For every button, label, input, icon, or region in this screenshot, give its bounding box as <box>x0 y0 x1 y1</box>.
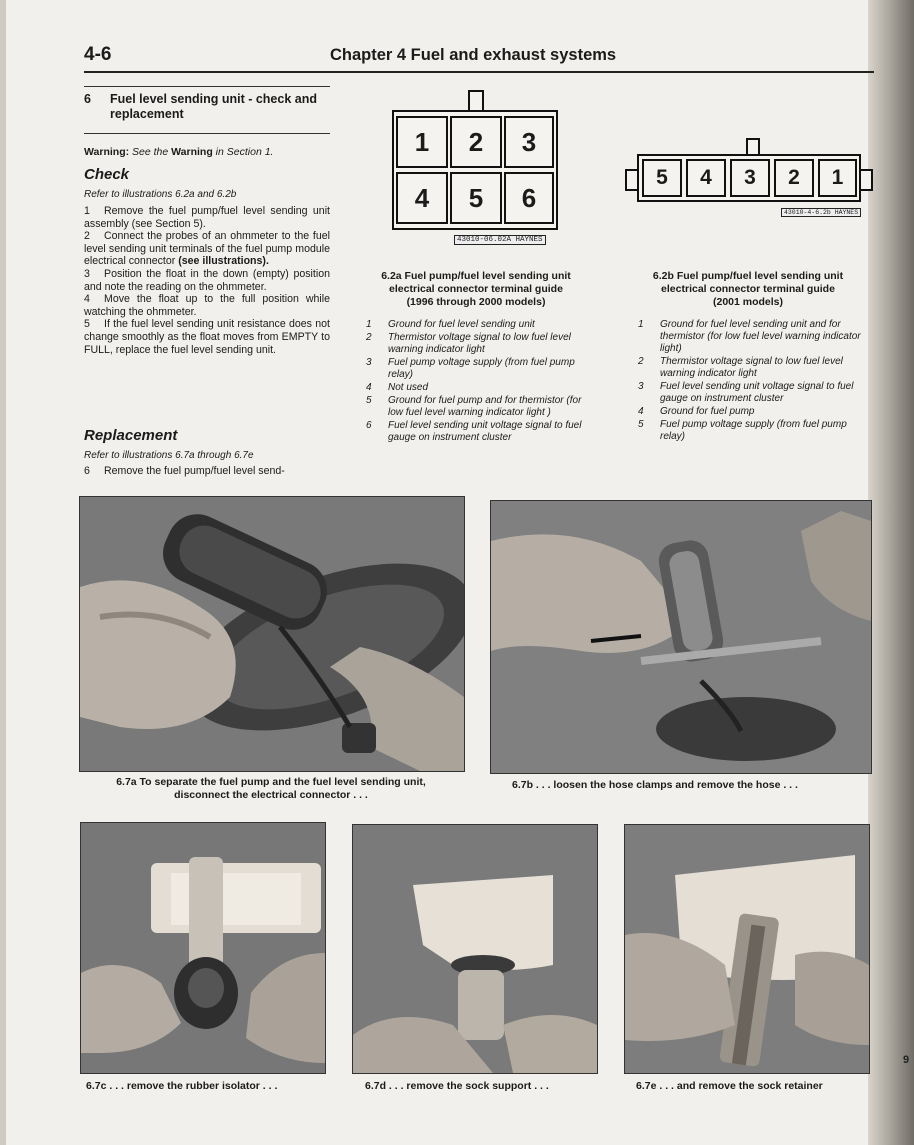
section-title-text: Fuel level sending unit - check and replacement <box>110 92 317 121</box>
step: 5 If the fuel level sending unit resistance does not change smoothly as the float moves from EMPTY to FULL, replace the fuel level sending unit. <box>84 318 330 356</box>
step: 6 Remove the fuel pump/fuel level send- <box>84 465 285 477</box>
connector-diagram-6-2a <box>392 90 560 250</box>
legend-item: 5 Fuel pump voltage supply (from fuel pump relay) <box>638 419 847 442</box>
legend-item: 2 Thermistor voltage signal to low fuel level warning indicator light <box>366 332 571 355</box>
pin-3: 3 <box>730 159 770 197</box>
legend-6-2a <box>362 319 598 445</box>
margin-mark: 9 <box>903 1054 910 1066</box>
connector-side-latch-right <box>859 169 873 191</box>
warning-label: Warning: <box>84 146 130 158</box>
caption-6-7c: 6.7c . . . remove the rubber isolator . . . <box>86 1080 278 1092</box>
warning-note <box>84 146 273 158</box>
caption-6-7d: 6.7d . . . remove the sock support . . . <box>365 1080 549 1092</box>
section-rule-bottom <box>84 133 330 134</box>
figure-tag-6-2a: 43010-06.02A HAYNES <box>454 235 546 245</box>
photo-6-7c <box>80 822 326 1074</box>
step: 3 Position the float in the down (empty) position and note the reading on the ohmmeter. <box>84 267 330 293</box>
replacement-heading: Replacement <box>84 427 178 444</box>
section-rule-top <box>84 86 330 87</box>
check-heading: Check <box>84 166 130 183</box>
page-number: 4-6 <box>84 44 112 65</box>
pin-4: 4 <box>686 159 726 197</box>
caption-6-2a: 6.2a Fuel pump/fuel level sending unit electrical connector terminal guide (1996 through 2000 models) <box>381 270 571 308</box>
pin-3: 3 <box>504 116 554 168</box>
photo-6-7b <box>490 500 872 774</box>
chapter-title: Chapter 4 Fuel and exhaust systems <box>330 46 617 64</box>
legend-item: 1 Ground for fuel level sending unit <box>366 319 535 330</box>
pin-1: 1 <box>818 159 857 197</box>
connector-diagram-6-2b <box>625 138 875 220</box>
legend-item: 4 Not used <box>366 382 429 393</box>
legend-item: 6 Fuel level sending unit voltage signal to fuel gauge on instrument cluster <box>366 420 582 443</box>
page-edge-left <box>0 0 6 1145</box>
header-rule <box>84 71 874 73</box>
photo-6-7d <box>352 824 598 1074</box>
pin-1: 1 <box>396 116 448 168</box>
replacement-ref: Refer to illustrations 6.7a through 6.7e <box>84 450 254 461</box>
pin-6: 6 <box>504 172 554 224</box>
legend-item: 3 Fuel pump voltage supply (from fuel pump relay) <box>366 357 575 380</box>
section-number: 6 <box>84 92 91 106</box>
legend-6-2b <box>634 319 870 444</box>
caption-6-7a: 6.7a To separate the fuel pump and the fuel level sending unit, disconnect the electrical connector . . . <box>116 776 426 801</box>
step: 1 Remove the fuel pump/fuel level sending unit assembly (see Section 5). <box>84 205 330 230</box>
warning-text-a: See the <box>129 146 172 158</box>
legend-item: 1 Ground for fuel level sending unit and for thermistor (for low fuel level warning indicator light) <box>638 319 861 354</box>
pin-2: 2 <box>774 159 814 197</box>
check-steps <box>84 205 330 356</box>
section-title <box>84 92 330 122</box>
legend-item: 4 Ground for fuel pump <box>638 406 755 417</box>
legend-item: 2 Thermistor voltage signal to low fuel level warning indicator light <box>638 356 843 379</box>
step: 2 Connect the probes of an ohmmeter to the fuel level sending unit terminals of the fuel pump module electrical connector (see illustrations). <box>84 230 330 268</box>
connector-key-tab <box>468 90 484 112</box>
caption-6-7e: 6.7e . . . and remove the sock retainer <box>636 1080 823 1092</box>
warning-bold: Warning <box>171 146 213 158</box>
photo-6-7e <box>624 824 870 1074</box>
figure-tag-6-2b: 43010-4-6.2b HAYNES <box>781 208 861 217</box>
pin-5: 5 <box>450 172 502 224</box>
check-ref: Refer to illustrations 6.2a and 6.2b <box>84 189 237 200</box>
replacement-steps <box>84 465 330 478</box>
warning-text-b: in Section 1. <box>212 146 274 158</box>
photo-6-7a <box>79 496 465 772</box>
caption-6-7b: 6.7b . . . loosen the hose clamps and remove the hose . . . <box>512 779 798 791</box>
caption-6-2b: 6.2b Fuel pump/fuel level sending unit electrical connector terminal guide (2001 models) <box>652 270 844 308</box>
legend-item: 5 Ground for fuel pump and for thermistor (for low fuel level warning indicator light ) <box>366 395 582 418</box>
pin-4: 4 <box>396 172 448 224</box>
legend-item: 3 Fuel level sending unit voltage signal to fuel gauge on instrument cluster <box>638 381 854 404</box>
step: 4 Move the float up to the full position while watching the ohmmeter. <box>84 293 330 318</box>
pin-2: 2 <box>450 116 502 168</box>
pin-5: 5 <box>642 159 682 197</box>
